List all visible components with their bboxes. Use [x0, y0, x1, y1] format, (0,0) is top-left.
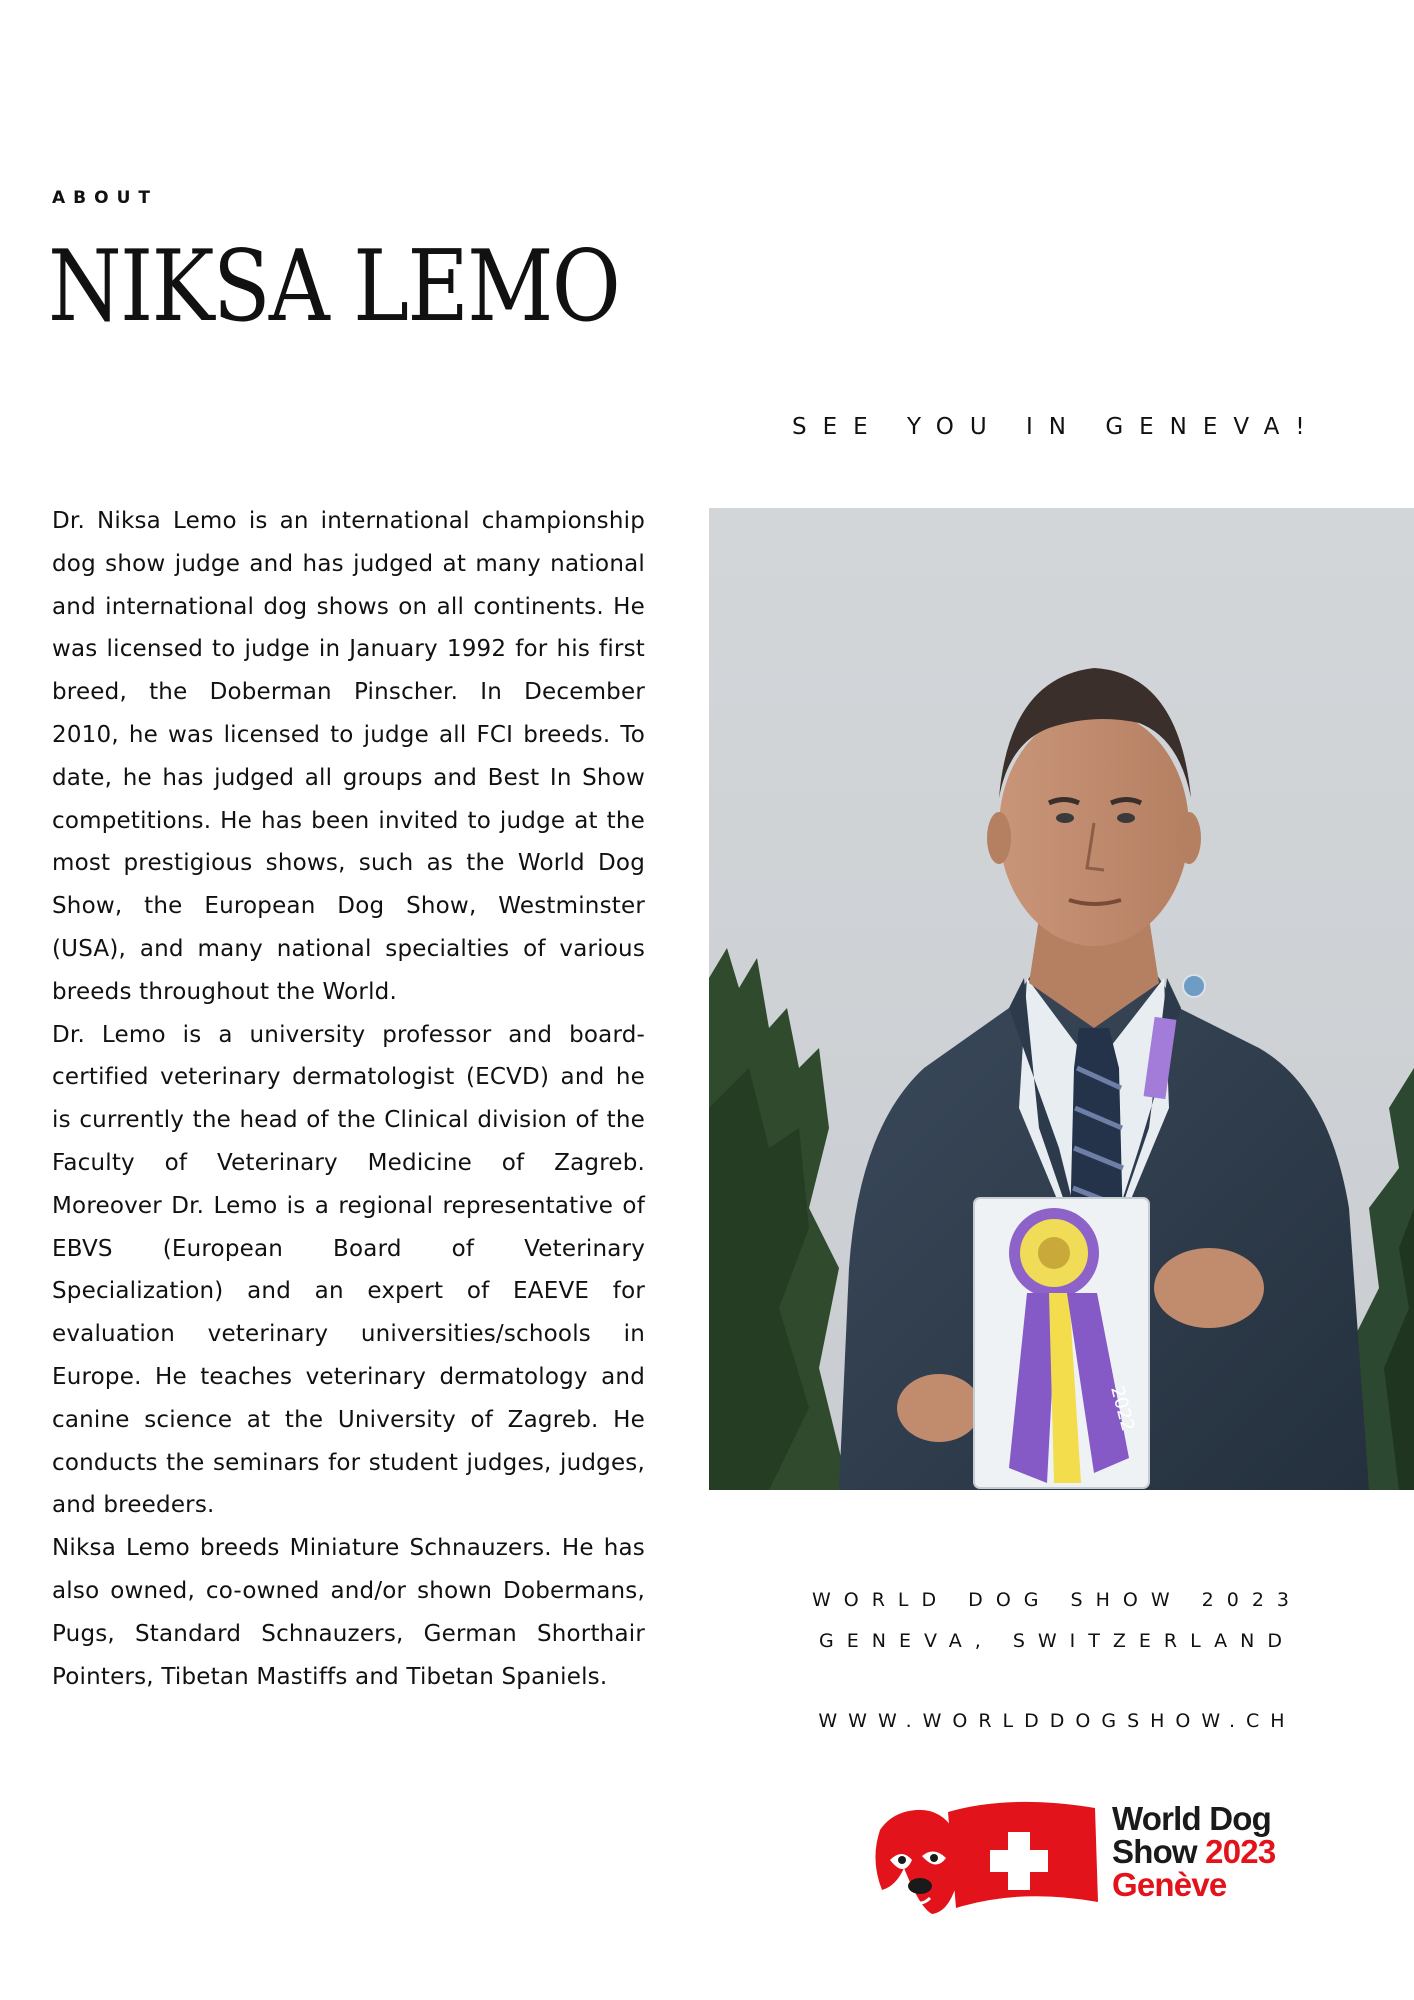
bio-text [52, 500, 645, 1698]
logo-show-word: Show [1112, 1833, 1206, 1870]
event-name: WORLD DOG SHOW 2023 [811, 1589, 1303, 1611]
bio-paragraph: Dr. Niksa Lemo is an international championship dog show judge and has judged at many national and international dog shows on all continents. He was licensed to judge in January 1992 for his first breed, the Doberman Pinscher. In December 2010, he was licensed to judge all FCI breeds. To date, he has judged all groups and Best In Show competitions. He has been invited to judge at the most prestigious shows, such as the World Dog Show, the European Dog Show, Westminster (USA), and many national specialties of various breeds throughout the World. [52, 508, 645, 1005]
logo-wordmark [1112, 1802, 1275, 1901]
ribbon-year: 2022 [1106, 1383, 1139, 1434]
world-dog-show-logo [860, 1790, 1300, 1920]
bio-paragraph: Niksa Lemo breeds Miniature Schnauzers. He has also owned, co-owned and/or shown Dobermans, Pugs, Standard Schnauzers, German Shorthair Pointers, Tibetan Mastiffs and Tibetan Spaniels. [52, 1535, 645, 1690]
logo-line-2 [1112, 1835, 1275, 1868]
event-location: GENEVA, SWITZERLAND [819, 1630, 1295, 1652]
judge-photo [709, 508, 1414, 1490]
website-link[interactable]: WWW.WORLDDOGSHOW.CH [818, 1710, 1296, 1732]
page-title: NIKSA LEMO [48, 230, 620, 344]
logo-year: 2023 [1205, 1833, 1276, 1870]
tagline: SEE YOU IN GENEVA! [792, 414, 1321, 440]
logo-city: Genève [1112, 1866, 1227, 1903]
dog-flag-logo-icon [860, 1790, 1110, 1920]
section-eyebrow: ABOUT [52, 188, 158, 208]
logo-line-1: World Dog [1112, 1800, 1271, 1837]
bio-paragraph: Dr. Lemo is a university professor and board-certified veterinary dermatologist (ECVD) and he is currently the head of the Clinical division of the Faculty of Veterinary Medicine of Zagreb. Moreover Dr. Lemo is a regional representative of EBVS (European Board of Veterinary Specialization) and an expert of EAEVE for evaluation veterinary universities/schools in Europe. He teaches veterinary dermatology and canine science at the University of Zagreb. He conducts the seminars for student judges, judges, and breeders. [52, 1021, 645, 1519]
